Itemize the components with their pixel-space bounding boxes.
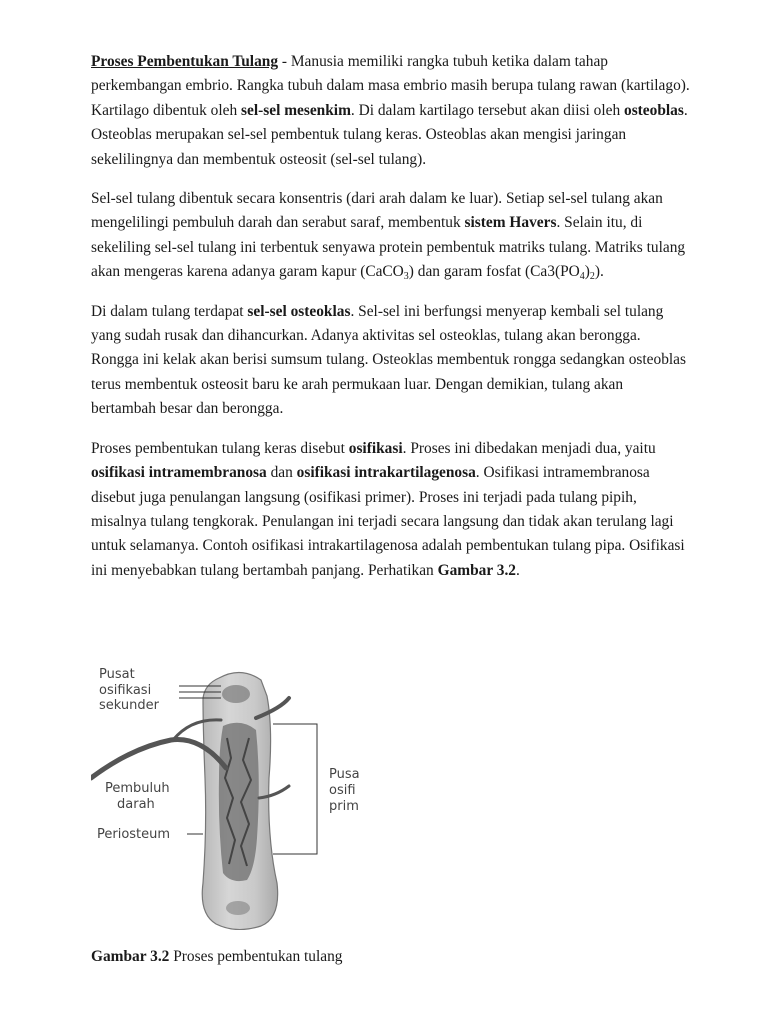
label-darah: darah <box>117 797 155 812</box>
text: - Manusia memiliki rangka tubuh ketika dalam tahap perkembangan embrio. Rangka tubuh dalam masa embrio masih berupa tulang rawan (kartilago). Kartilago dibentuk oleh <box>91 53 690 119</box>
label-pusat-primer: Pusa <box>329 767 360 782</box>
figure-caption <box>91 946 343 968</box>
caption-text: Proses pembentukan tulang <box>169 948 343 965</box>
bone-diagram <box>91 668 366 930</box>
text: . <box>516 561 520 579</box>
text: . Selain itu, di sekeliling sel-sel tulang ini terbentuk senyawa protein pembentuk matriks tulang. Matriks tulang akan mengeras karena adanya garam kapur (CaCO <box>91 214 686 281</box>
text: ) <box>584 263 590 281</box>
text: Sel-sel tulang dibentuk secara konsentris (dari arah dalam ke luar). Setiap sel-sel tulang akan mengelilingi pembuluh darah dan serabut saraf, membentuk <box>91 190 663 232</box>
label-osifikasi-primer: osifi <box>329 783 356 798</box>
subscript: 2 <box>589 271 595 283</box>
label-pembuluh: Pembuluh <box>105 781 170 796</box>
subscript: 4 <box>579 271 585 283</box>
text: . Osifikasi intramembranosa disebut juga penulangan langsung (osifikasi primer). Proses ini terjadi pada tulang pipih, misalnya tulang tengkorak. Penulangan ini terjadi secara langsung dan tidak akan terulang lagi untuk selamanya. Contoh osifikasi intrakartilagenosa adalah pembentukan tulang pipa. Osifikasi ini menyebabkan tulang bertambah panjang. Perhatikan <box>91 464 685 579</box>
term-sel-sel-osteoklas: sel-sel osteoklas <box>247 302 351 320</box>
text: . Proses ini dibedakan menjadi dua, yaitu <box>402 439 656 457</box>
paragraph-2 <box>91 187 691 285</box>
term-osifikasi-intrakartilagenosa: osifikasi intrakartilagenosa <box>296 464 476 482</box>
caption-label: Gambar 3.2 <box>91 948 170 965</box>
term-osifikasi: osifikasi <box>348 439 403 457</box>
paragraph-3 <box>91 300 691 422</box>
text: . Osteoblas merupakan sel-sel pembentuk tulang keras. Osteoblas akan mengisi jaringan sekelilingnya dan membentuk osteosit (sel-sel tulang). <box>91 101 688 168</box>
label-sekunder: sekunder <box>99 698 159 713</box>
text: Proses pembentukan tulang keras disebut <box>91 439 349 457</box>
term-sel-sel-mesenkim: sel-sel mesenkim <box>241 101 351 119</box>
text: ) dan garam fosfat (Ca3(PO <box>408 263 580 281</box>
text: dan <box>266 464 297 482</box>
label-primer: prim <box>329 799 359 814</box>
text: Di dalam tulang terdapat <box>91 302 248 320</box>
label-pusat: Pusat <box>99 668 135 682</box>
text: . Sel-sel ini berfungsi menyerap kembali sel tulang yang sudah rusak dan dihancurkan. Adanya aktivitas sel osteoklas, tulang akan berongga. Rongga ini kelak akan berisi sumsum tulang. Osteoklas membentuk rongga sedangkan osteoblas terus membentuk osteosit baru ke arah permukaan luar. Dengan demikian, tulang akan bertambah besar dan berongga. <box>91 302 686 418</box>
label-periosteum: Periosteum <box>97 827 171 842</box>
label-osifikasi: osifikasi <box>99 683 152 698</box>
paragraph-4 <box>91 437 691 583</box>
subscript: 3 <box>403 271 409 283</box>
text: . Di dalam kartilago tersebut akan diisi oleh <box>350 101 624 119</box>
bone-formation-figure <box>91 668 366 930</box>
term-proses-pembentukan-tulang: Proses Pembentukan Tulang <box>91 53 279 70</box>
primary-ossification-center <box>219 723 259 881</box>
term-osifikasi-intramembranosa: osifikasi intramembranosa <box>91 464 267 482</box>
term-osteoblas: osteoblas <box>624 101 684 119</box>
term-sistem-havers: sistem Havers <box>464 214 557 232</box>
document-body <box>91 50 691 598</box>
figure-reference: Gambar 3.2 <box>437 561 516 579</box>
text: ). <box>594 263 604 281</box>
paragraph-1 <box>91 50 691 172</box>
secondary-ossification-center <box>222 685 250 703</box>
